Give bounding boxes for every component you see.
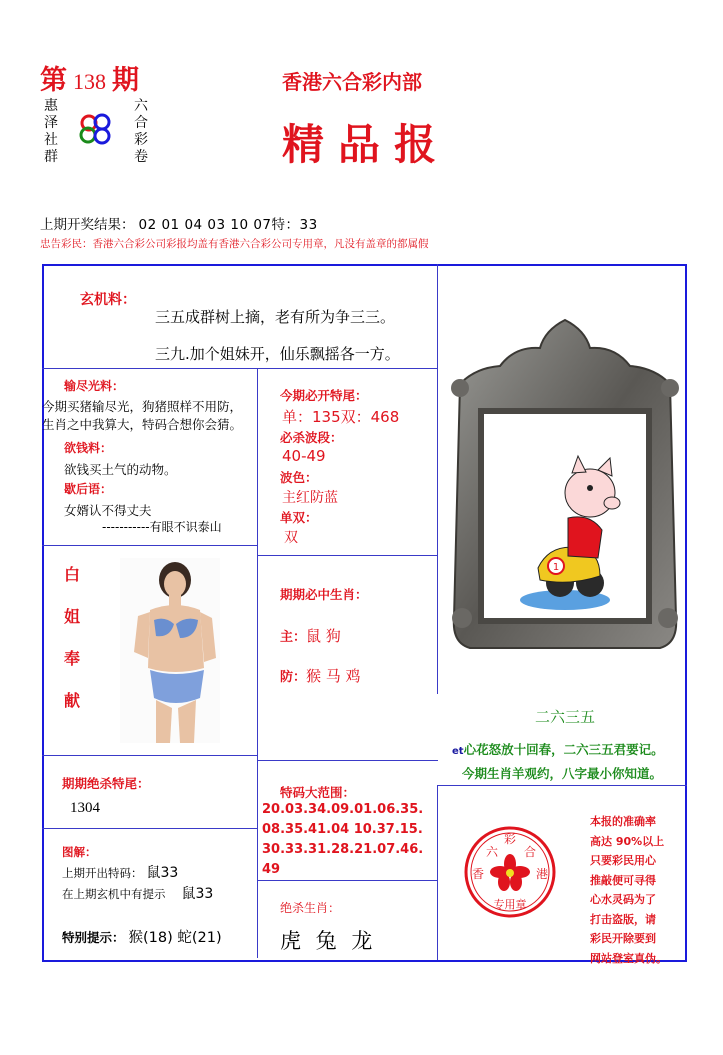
seal-char: 六 bbox=[486, 845, 499, 859]
seal-char: 合 bbox=[524, 845, 537, 859]
divider bbox=[257, 368, 258, 958]
issue-prefix: 第 bbox=[40, 65, 67, 96]
jueshashengxiao-label: 绝杀生肖： bbox=[280, 901, 341, 915]
poem-line-1 bbox=[452, 740, 664, 758]
painting-caption: 二六三五 bbox=[535, 708, 596, 726]
beauty-char-1: 白 bbox=[64, 565, 81, 584]
shujin-line-2: 生肖之中我算大，特码合想你会猜。 bbox=[42, 417, 243, 432]
model-photo bbox=[120, 558, 220, 743]
bose-value: 主红防蓝 bbox=[282, 490, 338, 506]
accuracy-notice bbox=[590, 812, 687, 968]
last-result bbox=[40, 213, 318, 233]
fanwei-row-3: 30.33.31.28.21.07.46. bbox=[262, 842, 424, 857]
divider bbox=[258, 760, 438, 761]
issue-suffix: 期 bbox=[112, 65, 139, 96]
shuangdan-label: 单双： bbox=[280, 510, 318, 525]
xuanji-line-2: 三九.加个姐妹开，仙乐飘摇各一方。 bbox=[155, 345, 400, 363]
tujie-row-1 bbox=[62, 862, 178, 882]
shujin-line-1: 今期买猪输尽光，狗猪照样不用防， bbox=[42, 399, 243, 414]
accuracy-line: 打击盗版，请 bbox=[590, 912, 656, 926]
xuanji-label: 玄机料： bbox=[80, 292, 136, 308]
divider bbox=[258, 880, 438, 881]
main-value: 鼠 狗 bbox=[306, 627, 341, 645]
accuracy-line: 推敲便可寻得 bbox=[590, 873, 656, 887]
fanwei-row-2: 08.35.41.04 10.37.15. bbox=[262, 822, 423, 837]
left-vertical-text-1 bbox=[44, 98, 58, 166]
tujie-row-2-value: 鼠33 bbox=[181, 886, 214, 902]
beauty-char-2: 姐 bbox=[64, 607, 81, 626]
divider bbox=[437, 785, 687, 786]
fang-label: 防： bbox=[280, 670, 307, 685]
fanwei-row-4: 49 bbox=[262, 862, 281, 877]
shujin-label: 输尽光料： bbox=[64, 379, 125, 393]
jueshashengxiao-value: 虎 兔 龙 bbox=[280, 929, 377, 953]
bikai-danshuang: 单：135双：468 bbox=[282, 408, 400, 426]
beauty-char-3: 奉 bbox=[64, 649, 81, 668]
seal-char: 港 bbox=[536, 867, 549, 881]
tujie-label: 图解： bbox=[62, 845, 97, 859]
juesha-value: 1304 bbox=[70, 800, 100, 816]
bose-label: 波色： bbox=[280, 470, 318, 485]
shengxiao-main bbox=[280, 625, 341, 646]
official-seal bbox=[460, 822, 560, 922]
boduan-value: 40-49 bbox=[282, 447, 326, 465]
tujie-row-1-label: 上期开出特码： bbox=[62, 866, 143, 880]
accuracy-line: 本报的准确率 bbox=[590, 815, 656, 828]
poem-prefix: et bbox=[452, 746, 464, 757]
beauty-char-4: 献 bbox=[64, 691, 81, 710]
tujie-row-2-label: 在上期玄机中有提示 bbox=[62, 887, 166, 901]
vertical-text: 六 合 彩 卷 bbox=[134, 98, 148, 165]
fanwei-row-1: 20.03.34.09.01.06.35. bbox=[262, 802, 424, 817]
accuracy-line: 高达 90%以上 bbox=[590, 834, 665, 848]
fanwei-label: 特码大范围： bbox=[280, 785, 356, 800]
seal-bottom: 专用章 bbox=[493, 898, 527, 911]
xiehouyu-answer: -----------有眼不识泰山 bbox=[102, 520, 222, 534]
accuracy-line: 只要彩民用心 bbox=[590, 854, 656, 867]
xiehouyu-text: 女婿认不得丈夫 bbox=[64, 503, 152, 518]
rings-logo bbox=[76, 110, 116, 148]
divider bbox=[42, 368, 438, 369]
accuracy-line: 网站登室真伪。 bbox=[590, 951, 667, 965]
main-label: 主： bbox=[280, 630, 307, 645]
seal-char: 香 bbox=[472, 867, 485, 881]
headline-main: 精品报 bbox=[282, 120, 451, 169]
seal-char: 彩 bbox=[504, 832, 517, 846]
poem-line-2: 今期生肖羊观约，八字最小你知道。 bbox=[462, 766, 663, 781]
bikai-label: 今期必开特尾： bbox=[280, 388, 368, 403]
result-numbers: 02 01 04 03 10 07特：33 bbox=[138, 217, 318, 233]
fang-value: 猴 马 鸡 bbox=[306, 667, 361, 685]
divider bbox=[42, 828, 258, 829]
accuracy-line: 彩民开除要到 bbox=[590, 932, 656, 945]
divider bbox=[437, 785, 438, 960]
accuracy-line: 心水灵码为了 bbox=[590, 893, 656, 906]
yuqian-text: 欲钱买土气的动物。 bbox=[64, 462, 177, 477]
boduan-label: 必杀波段： bbox=[280, 430, 343, 445]
left-vertical-text-2 bbox=[134, 98, 148, 166]
shengxiao-label: 期期必中生肖： bbox=[280, 587, 368, 602]
juesha-label: 期期绝杀特尾： bbox=[62, 776, 150, 791]
tishi bbox=[62, 926, 222, 947]
shengxiao-fang bbox=[280, 665, 361, 686]
tishi-value: 猴(18) 蛇(21) bbox=[128, 930, 222, 946]
shuangdan-value: 双 bbox=[284, 530, 298, 546]
xiehouyu-label: 歇后语： bbox=[64, 482, 113, 496]
headline-top: 香港六合彩内部 bbox=[282, 70, 422, 94]
tujie-row-1-value: 鼠33 bbox=[146, 865, 179, 881]
issue-number: 138 bbox=[73, 69, 106, 94]
divider bbox=[258, 555, 438, 556]
divider bbox=[42, 545, 258, 546]
tishi-label: 特别提示： bbox=[62, 930, 125, 945]
poem-text: 心花怒放十回春，二六三五君要记。 bbox=[463, 742, 664, 757]
result-label: 上期开奖结果： bbox=[40, 217, 135, 233]
tujie-row-2 bbox=[62, 883, 213, 903]
divider bbox=[437, 264, 438, 694]
divider bbox=[42, 755, 258, 756]
issue-title bbox=[40, 58, 139, 97]
vertical-text: 惠 泽 社 群 bbox=[44, 98, 58, 165]
yuqian-label: 欲钱料： bbox=[64, 441, 113, 455]
framed-cartoon-image bbox=[440, 318, 690, 658]
xuanji-line-1: 三五成群树上摘，老有所为争三三。 bbox=[155, 308, 396, 326]
warning-text: 忠告彩民：香港六合彩公司彩报均盖有香港六合彩公司专用章，凡没有盖章的都属假 bbox=[40, 238, 429, 250]
scooter-number: 1 bbox=[552, 562, 560, 573]
